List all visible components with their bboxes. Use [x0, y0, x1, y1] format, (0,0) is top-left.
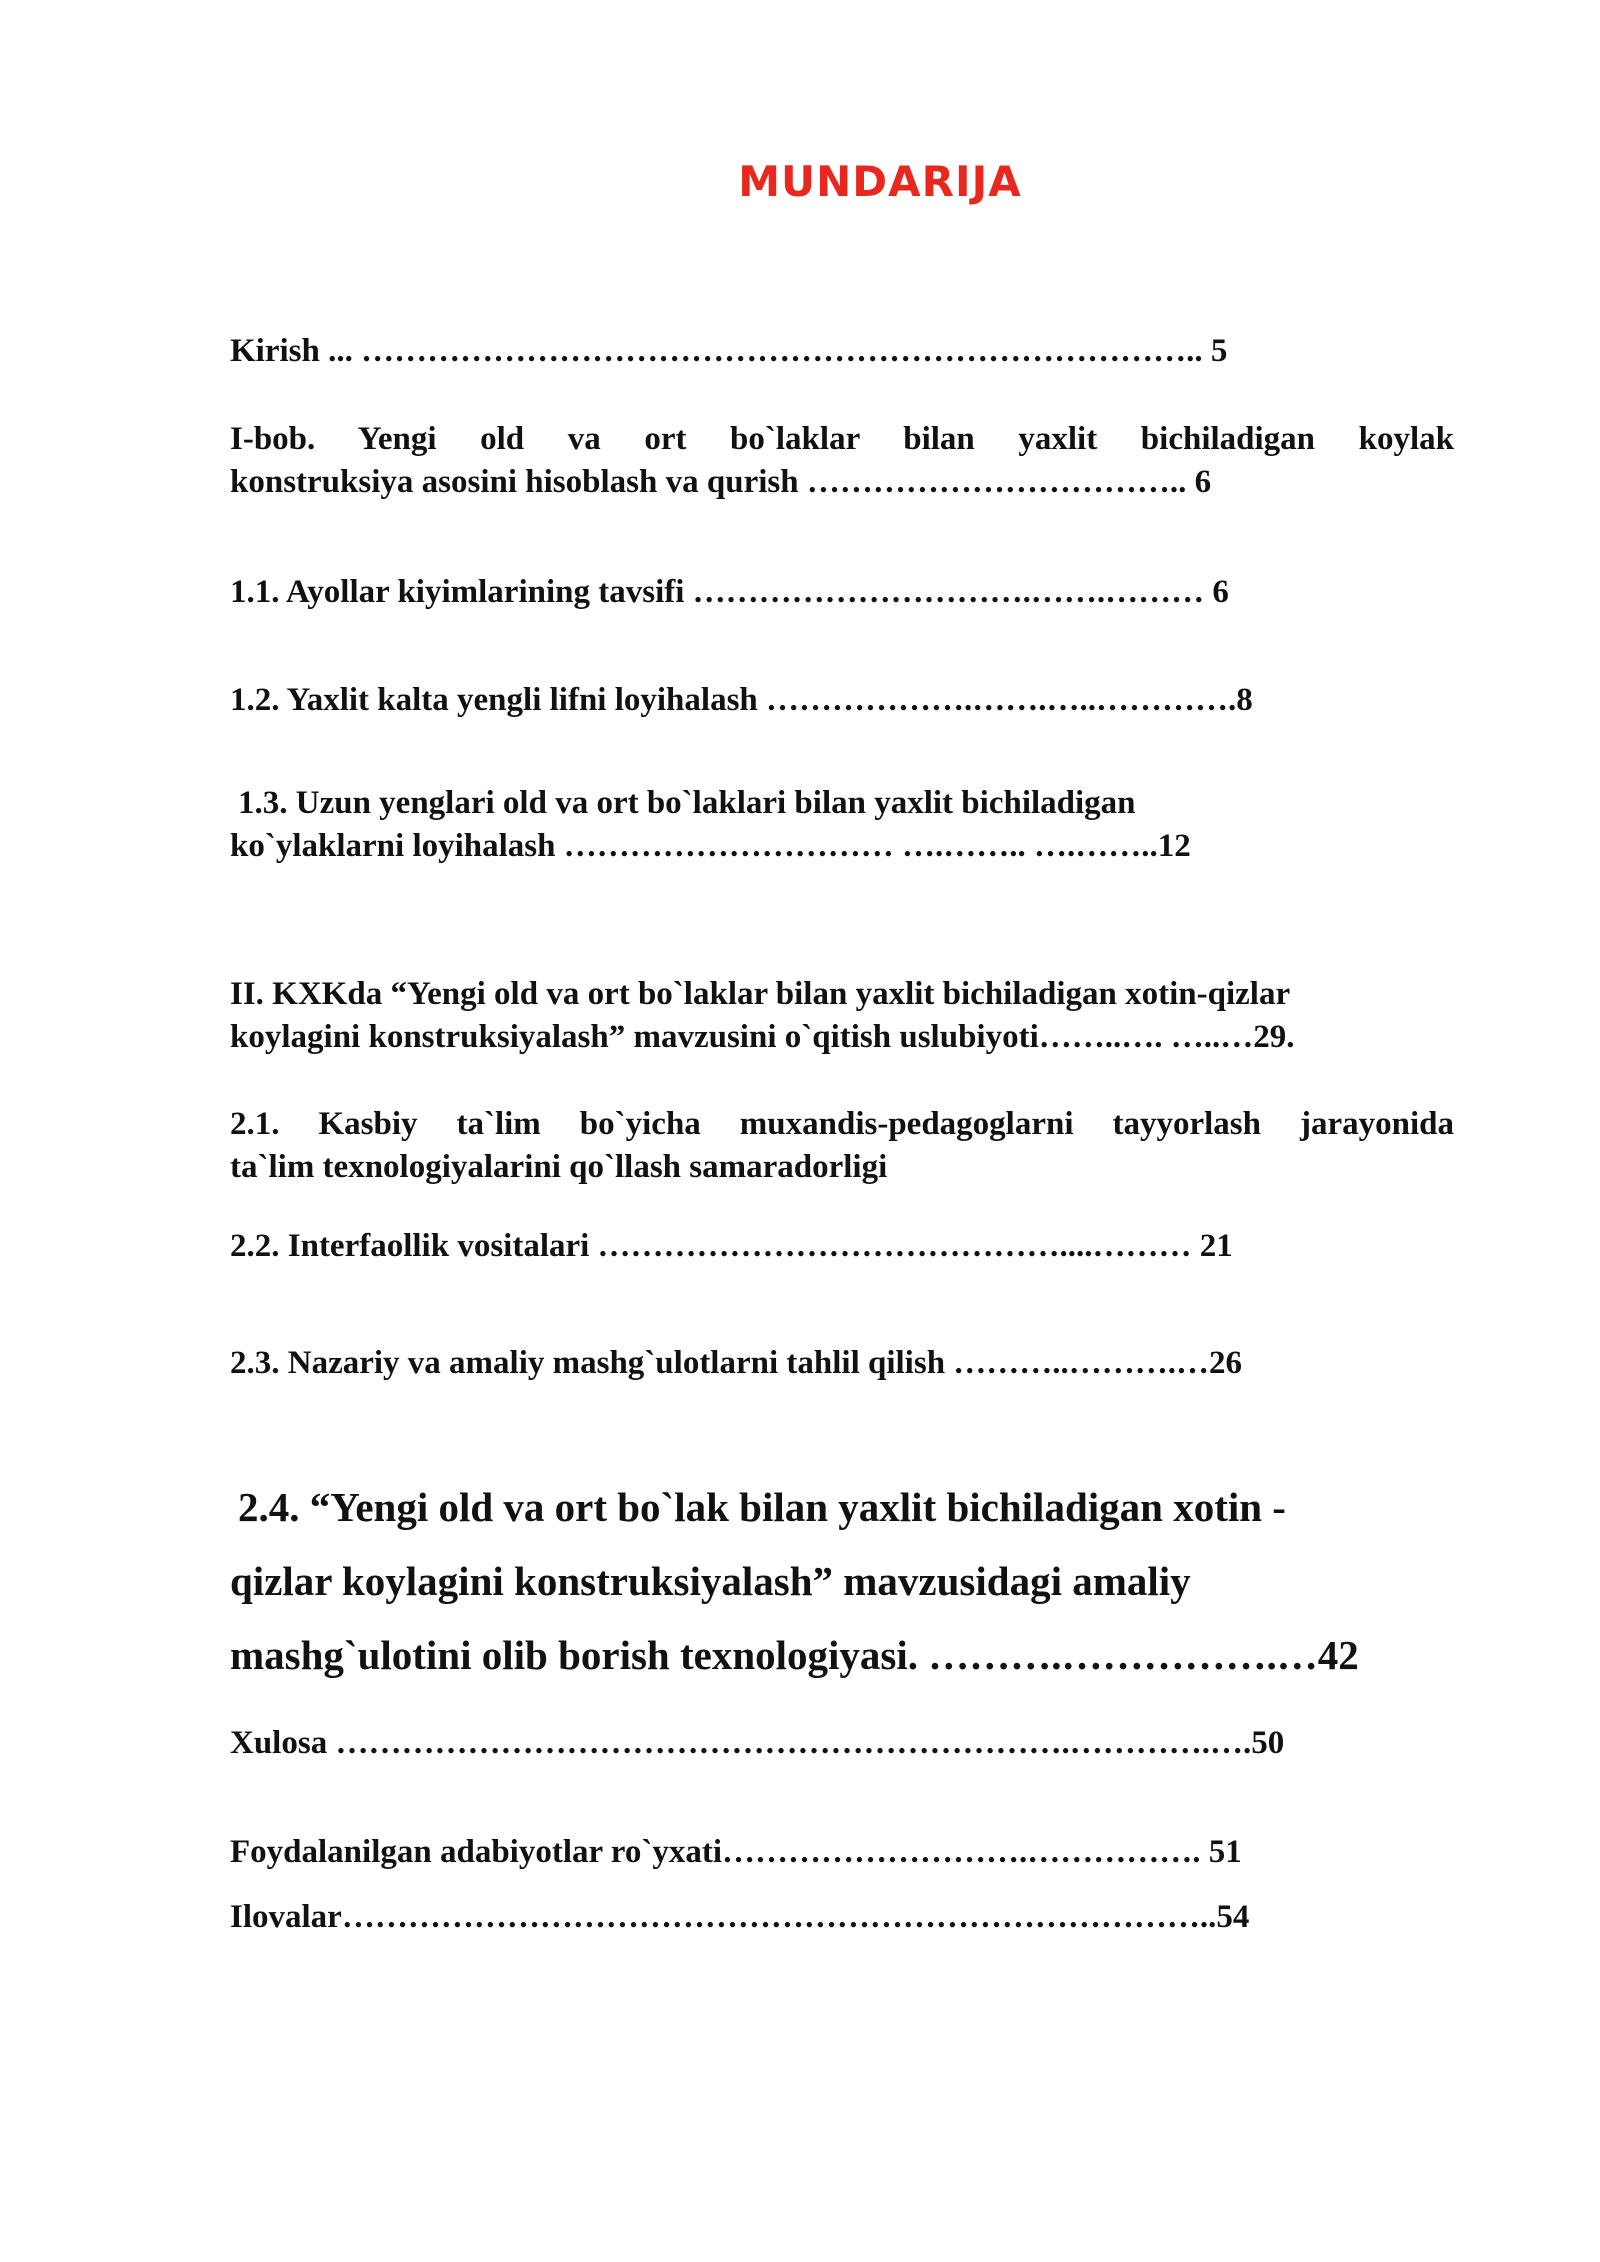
toc-entry-xulosa	[230, 1722, 1284, 1765]
toc-entry-ilovalar	[230, 1896, 1249, 1939]
toc-entry-1-3	[230, 782, 1191, 868]
toc-entry-text: 1.3. Uzun yenglari old va ort bo`laklari bilan yaxlit bichiladigan	[238, 785, 1136, 821]
toc-entry-2-2	[230, 1225, 1233, 1268]
toc-entry-text: 1.1. Ayollar kiyimlarining tavsifi ………………………….…….……… 6	[230, 574, 1229, 610]
toc-entry-text: I-bob. Yengi old va ort bo`laklar bilan yaxlit bichiladigan koylak	[230, 421, 1454, 457]
toc-entry-text: qizlar koylagini konstruksiyalash” mavzusidagi amaliy	[230, 1558, 1191, 1604]
toc-entry-text: mashg`ulotini olib borish texnologiyasi. ……….…………….…42	[230, 1632, 1359, 1678]
toc-entry-chapter-1	[230, 418, 1454, 504]
toc-entry-text: Kirish ... ………………………………………………………………….. 5	[230, 333, 1228, 369]
toc-entry-text: Xulosa ………………………………………………………….………….….50	[230, 1725, 1285, 1761]
toc-entry-text: Ilovalar……………………………………………………………………..54	[230, 1899, 1250, 1935]
toc-entry-2-3	[230, 1342, 1242, 1385]
toc-entry-text: II. KXKda “Yengi old va ort bo`laklar bilan yaxlit bichiladigan xotin-qizlar	[230, 976, 1291, 1012]
toc-entry-text: 2.4. “Yengi old va ort bo`lak bilan yaxlit bichiladigan xotin -	[238, 1484, 1286, 1530]
toc-entry-1-1	[230, 571, 1229, 614]
toc-entry-1-2	[230, 679, 1253, 722]
toc-entry-text: Foydalanilgan adabiyotlar ro`yxati……………………….……………. 51	[230, 1834, 1242, 1870]
toc-entry-2-1	[230, 1103, 1454, 1189]
toc-entry-text: konstruksiya asosini hisoblash va qurish …………………………….. 6	[230, 464, 1212, 500]
toc-entry-text: koylagini konstruksiyalash” mavzusini o`qitish uslubiyoti……..…. …..…29.	[230, 1019, 1295, 1055]
toc-entry-text: 1.2. Yaxlit kalta yengli lifni loyihalash ……………….…….…..………….8	[230, 682, 1253, 718]
toc-entry-text: 2.2. Interfaollik vositalari ……………………………………....……… 21	[230, 1228, 1233, 1264]
toc-entry-text: ta`lim texnologiyalarini qo`llash samaradorligi	[230, 1149, 888, 1185]
toc-entry-2-4	[230, 1470, 1359, 1692]
toc-entry-text: ko`ylaklarni loyihalash ………………………… ….…….. ….……..12	[230, 828, 1191, 864]
toc-entry-adabiyotlar	[230, 1831, 1242, 1874]
toc-entry-kirish	[230, 330, 1227, 373]
page-title: MUNDARIJA	[738, 157, 1022, 206]
toc-entry-chapter-2	[230, 973, 1295, 1059]
toc-entry-text: 2.3. Nazariy va amaliy mashg`ulotlarni tahlil qilish ………..……….…26	[230, 1345, 1243, 1381]
toc-entry-text: 2.1. Kasbiy ta`lim bo`yicha muxandis-pedagoglarni tayyorlash jarayonida	[230, 1106, 1454, 1142]
